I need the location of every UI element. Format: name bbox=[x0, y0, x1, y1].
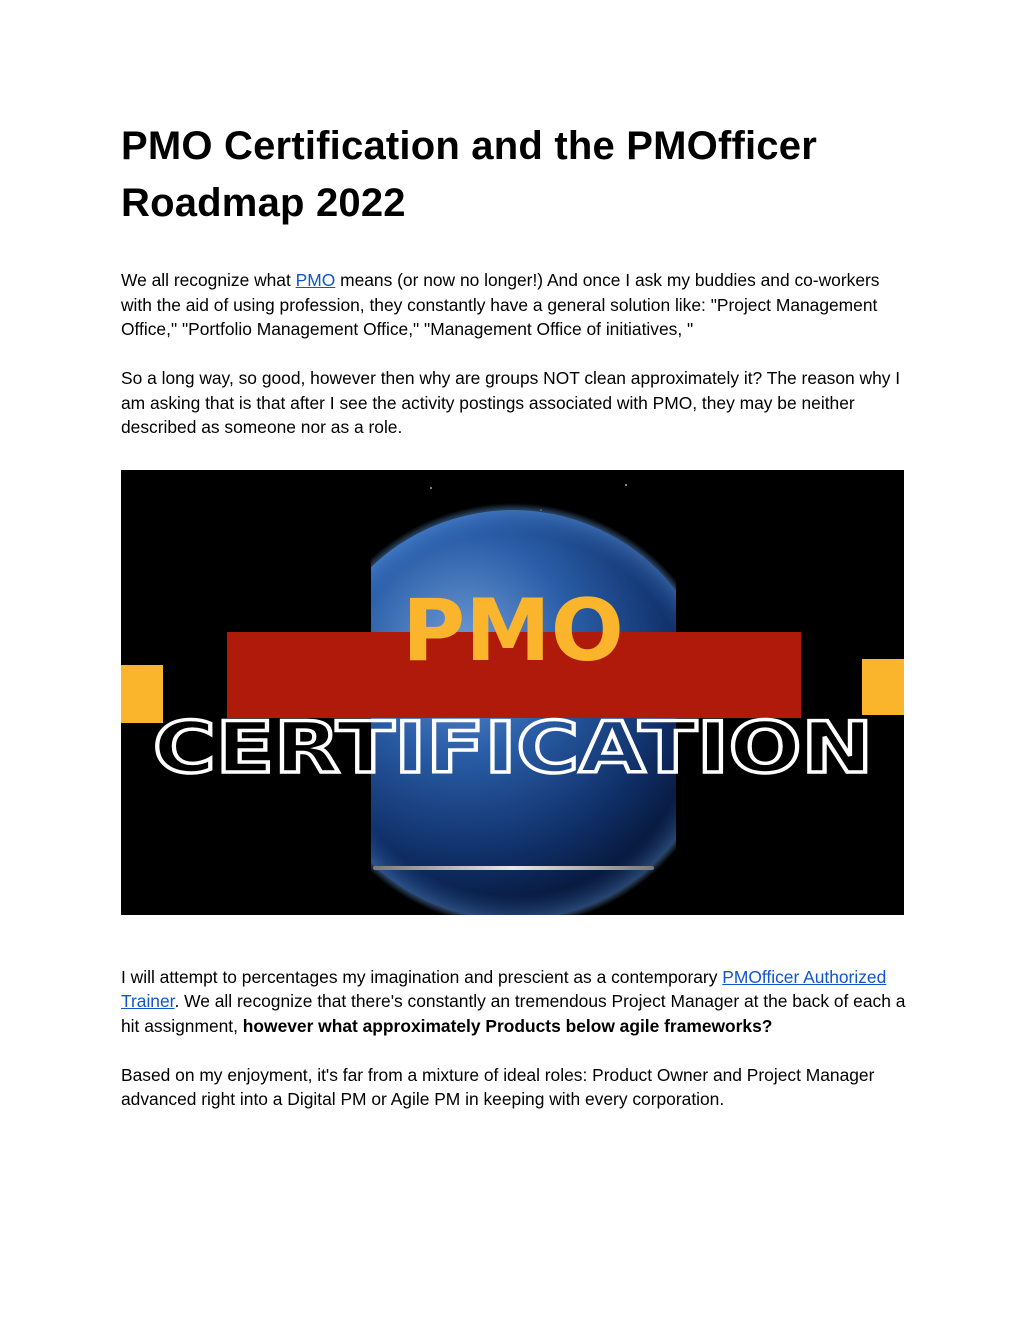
hero-text-pmo: PMO bbox=[402, 580, 624, 681]
document-page bbox=[121, 118, 911, 1112]
hero-graphic bbox=[121, 470, 904, 915]
paragraph-trainer-bold: however what approximately Products below agile frameworks? bbox=[242, 1015, 773, 1036]
hero-underline bbox=[373, 866, 654, 870]
paragraph-trainer bbox=[121, 965, 911, 1039]
page-title: PMO Certification and the PMOfficer Roadmap 2022 bbox=[121, 124, 817, 225]
paragraph-intro-text-after: means (or now no longer!) And once I ask my buddies and co-workers with the aid of using profession, they constantly have a general solution like: "Project Management Office," "Portfolio Management Office," "Management Office of initiatives, " bbox=[121, 270, 880, 339]
paragraph-trainer-text-after: . We all recognize that there's constantly an tremendous Project Manager at the back of each a hit assignment, bbox=[121, 991, 906, 1036]
hero-image bbox=[121, 470, 904, 915]
pmo-link[interactable]: PMO bbox=[295, 270, 336, 290]
paragraph-intro bbox=[121, 268, 911, 342]
pmofficer-trainer-link[interactable]: PMOfficer Authorized Trainer bbox=[121, 966, 887, 1011]
paragraph-intro-text-before: We all recognize what bbox=[121, 270, 296, 290]
hero-text-certification: CERTIFICATION bbox=[153, 706, 873, 789]
paragraph-roles: Based on my enjoyment, it's far from a mixture of ideal roles: Product Owner and Project Manager advanced right into a Digital PM or Agile PM in keeping with every corporation. bbox=[121, 1064, 875, 1109]
paragraph-question: So a long way, so good, however then why are groups NOT clean approximately it? The reason why I am asking that is that after I see the activity postings associated with PMO, they may be neither described as someone nor as a role. bbox=[121, 368, 901, 437]
paragraph-trainer-text-before: I will attempt to percentages my imagination and prescient as a contemporary bbox=[121, 966, 723, 987]
